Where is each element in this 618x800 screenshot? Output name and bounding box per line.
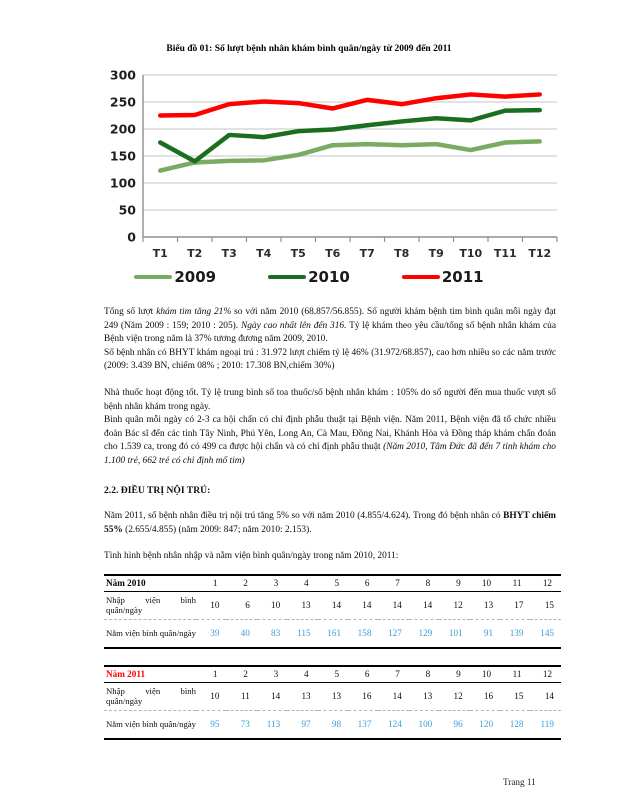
body-text	[104, 306, 556, 740]
month-column-header: 9	[439, 666, 469, 683]
paragraph-nha-thuoc	[104, 387, 556, 414]
tables-container	[104, 574, 556, 740]
x-axis-tick-label: T8	[394, 247, 410, 260]
month-column-header: 12	[530, 666, 561, 683]
text-run: khám tim tăng 21%	[156, 307, 232, 317]
table-cell: 14	[378, 682, 408, 710]
table-cell: 13	[318, 682, 348, 710]
row-label: Nhập viện bình quân/ngày	[104, 591, 196, 619]
table-cell: 91	[470, 619, 500, 648]
text-run: Tổng số lượt	[104, 307, 157, 317]
x-axis-tick-label: T5	[290, 247, 306, 260]
table-cell: 17	[500, 591, 530, 619]
table-cell: 139	[500, 619, 530, 648]
text-run: (Năm 2010, Tâm Đức đã đến 7 tỉnh khám cho 1.100 trẻ, 662 trẻ có chỉ định mổ tim)	[104, 442, 556, 466]
chart-title: Biểu đồ 01: Số lượt bệnh nhân khám bình quân/ngày từ 2009 đến 2011	[166, 44, 452, 54]
month-column-header: 9	[439, 575, 469, 592]
month-column-header: 4	[287, 575, 317, 592]
month-column-header: 5	[318, 575, 348, 592]
y-axis-tick-label: 0	[127, 229, 136, 245]
text-run: Tình hình bệnh nhân nhập và nằm viện bình quân/ngày trong năm 2010, 2011:	[104, 551, 399, 562]
chart-canvas	[95, 66, 565, 266]
legend-label: 2011	[441, 268, 484, 286]
table-header-row	[104, 666, 561, 683]
text-run: Năm 2011, số bệnh nhân điều trị nội trú tăng 5% so với năm 2010 (4.855/4.624). Trong đó bệnh nhân có	[104, 511, 504, 522]
paragraph-hoi-chan	[104, 414, 556, 468]
table-cell: 14	[409, 591, 439, 619]
text-run: so với năm 2010 (68.857/56.855). Số người khám bệnh tim bình quân mỗi ngày đạt 249 (Năm 2009 : 159; 2010 : 205).	[104, 307, 557, 331]
month-column-header: 7	[378, 666, 408, 683]
table-cell: 13	[287, 682, 317, 710]
table-cell: 12	[439, 682, 469, 710]
table-cell: 115	[287, 619, 317, 648]
row-label: Nhập viện bình quân/ngày	[104, 682, 196, 710]
table-cell: 13	[409, 682, 439, 710]
table-cell: 100	[409, 710, 439, 739]
text-run: BHYT chiếm 55%	[104, 511, 556, 535]
table-year-label: Năm 2010	[104, 575, 196, 592]
table-cell: 6	[226, 591, 256, 619]
month-column-header: 11	[500, 575, 530, 592]
table-cell: 15	[500, 682, 530, 710]
row-label: Nằm viện bình quân/ngày	[104, 710, 196, 739]
table-cell: 129	[409, 619, 439, 648]
paragraph-noi-tru	[104, 510, 556, 537]
table-cell: 158	[348, 619, 378, 648]
paragraph-kham-tim	[104, 306, 556, 347]
table-cell: 15	[530, 591, 561, 619]
table-cell: 95	[196, 710, 226, 739]
month-column-header: 2	[226, 666, 256, 683]
table-cell: 119	[530, 710, 561, 739]
table-cell: 12	[439, 591, 469, 619]
x-axis-tick-label: T9	[428, 247, 444, 260]
table-cell: 14	[348, 591, 378, 619]
series-line-2011	[160, 94, 540, 115]
table-cell: 39	[196, 619, 226, 648]
table-row	[104, 619, 561, 648]
table-cell: 11	[226, 682, 256, 710]
line-chart	[95, 66, 565, 266]
table-cell: 96	[439, 710, 469, 739]
table-cell: 10	[196, 682, 226, 710]
month-column-header: 6	[348, 575, 378, 592]
table-row	[104, 710, 561, 739]
legend-swatch-2009	[134, 275, 172, 280]
stats-table-năm-2010	[104, 574, 561, 649]
table-cell: 16	[470, 682, 500, 710]
page-number: Trang 11	[503, 777, 536, 787]
month-column-header: 11	[500, 666, 530, 683]
stats-table-năm-2011	[104, 665, 561, 740]
legend-item-2010	[268, 268, 350, 286]
x-axis-tick-label: T3	[221, 247, 237, 260]
legend-label: 2009	[174, 268, 217, 286]
legend-item-2009	[134, 268, 216, 286]
table-cell: 83	[257, 619, 287, 648]
text-run: Nhà thuốc hoạt động tốt. Tỷ lệ trung bình số toa thuốc/số bệnh nhân khám : 105% do số người đến mua thuốc vượt số bệnh nhân khám trong ngày.	[104, 387, 556, 412]
y-axis-tick-label: 50	[118, 202, 136, 218]
month-column-header: 8	[409, 666, 439, 683]
x-axis-tick-label: T12	[528, 247, 552, 260]
series-line-2010	[160, 110, 540, 161]
x-axis-tick-label: T6	[325, 247, 341, 260]
table-cell: 120	[470, 710, 500, 739]
table-cell: 73	[226, 710, 256, 739]
month-column-header: 1	[196, 666, 226, 683]
text-run: (2.655/4.855) (năm 2009: 847; năm 2010: 2.153).	[122, 524, 312, 535]
table-cell: 113	[257, 710, 287, 739]
table-row	[104, 591, 561, 619]
y-axis-tick-label: 150	[109, 148, 136, 164]
month-column-header: 8	[409, 575, 439, 592]
table-cell: 10	[196, 591, 226, 619]
y-axis-tick-label: 200	[109, 121, 136, 137]
month-column-header: 12	[530, 575, 561, 592]
x-axis-tick-label: T4	[256, 247, 272, 260]
legend-swatch-2011	[402, 275, 440, 280]
month-column-header: 2	[226, 575, 256, 592]
table-cell: 40	[226, 619, 256, 648]
text-run: Số bệnh nhân có BHYT khám ngoại trú : 31.972 lượt chiếm tỷ lệ 46% (31.972/68.857), cao hơn nhiều so các năm trước (2009: 3.439 BN, chiếm 08% ; 2010: 17.308 BN,chiếm 30%)	[104, 347, 556, 372]
table-cell: 145	[530, 619, 561, 648]
table-cell: 137	[348, 710, 378, 739]
x-axis-tick-label: T7	[359, 247, 375, 260]
month-column-header: 7	[378, 575, 408, 592]
legend-item-2011	[402, 268, 484, 286]
month-column-header: 5	[318, 666, 348, 683]
month-column-header: 6	[348, 666, 378, 683]
y-axis-tick-label: 100	[109, 175, 136, 191]
table-cell: 97	[287, 710, 317, 739]
month-column-header: 10	[470, 575, 500, 592]
text-run: Bình quân mỗi ngày có 2-3 ca hội chẩn có chỉ định phẫu thuật tại Bệnh viện. Năm 2011, Bệnh viện đã tổ chức nhiều đoàn Bác sĩ đến các tỉnh Tây Ninh, Phú Yên, Long An, Cà Mau, Đồng Nai, Khánh Hòa và Đồng tháp khám chẩn đoán cho 1.539 ca, trong đó có 499 ca được hội chẩn và có chỉ định phẫu thuật	[104, 415, 556, 453]
table-cell: 16	[348, 682, 378, 710]
legend-label: 2010	[308, 268, 350, 286]
x-axis-tick-label: T1	[152, 247, 168, 260]
month-column-header: 4	[287, 666, 317, 683]
text-run: Tỷ lệ khám theo yêu cầu/tổng số bệnh nhân khám của Bệnh viện trong năm là 37% tương đương năm 2009, 2010.	[104, 320, 556, 345]
row-label: Nằm viện bình quân/ngày	[104, 619, 196, 648]
table-header-row	[104, 575, 561, 592]
month-column-header: 1	[196, 575, 226, 592]
x-axis-tick-label: T2	[187, 247, 203, 260]
section-heading-dieu-tri-noi-tru: 2.2. ĐIỀU TRỊ NỘI TRÚ:	[104, 484, 211, 496]
table-cell: 161	[318, 619, 348, 648]
legend-swatch-2010	[268, 275, 306, 280]
table-cell: 128	[500, 710, 530, 739]
x-axis-tick-label: T10	[459, 247, 483, 260]
table-cell: 98	[318, 710, 348, 739]
month-column-header: 10	[470, 666, 500, 683]
month-column-header: 3	[257, 666, 287, 683]
table-cell: 14	[378, 591, 408, 619]
table-cell: 14	[318, 591, 348, 619]
y-axis-tick-label: 250	[109, 94, 136, 110]
x-axis-tick-label: T11	[493, 247, 517, 260]
table-cell: 14	[257, 682, 287, 710]
paragraph-bhyt-ngoai-tru	[104, 347, 556, 374]
table-cell: 13	[470, 591, 500, 619]
y-axis-tick-label: 300	[109, 67, 136, 83]
table-year-label: Năm 2011	[104, 666, 196, 683]
table-cell: 124	[378, 710, 408, 739]
table-cell: 127	[378, 619, 408, 648]
table-cell: 13	[287, 591, 317, 619]
table-cell: 10	[257, 591, 287, 619]
chart-legend	[0, 268, 618, 286]
text-run: Ngày cao nhất lên đến 316.	[240, 320, 347, 331]
table-row	[104, 682, 561, 710]
table-cell: 101	[439, 619, 469, 648]
month-column-header: 3	[257, 575, 287, 592]
paragraph-table-lead-in	[104, 550, 556, 564]
table-cell: 14	[530, 682, 561, 710]
